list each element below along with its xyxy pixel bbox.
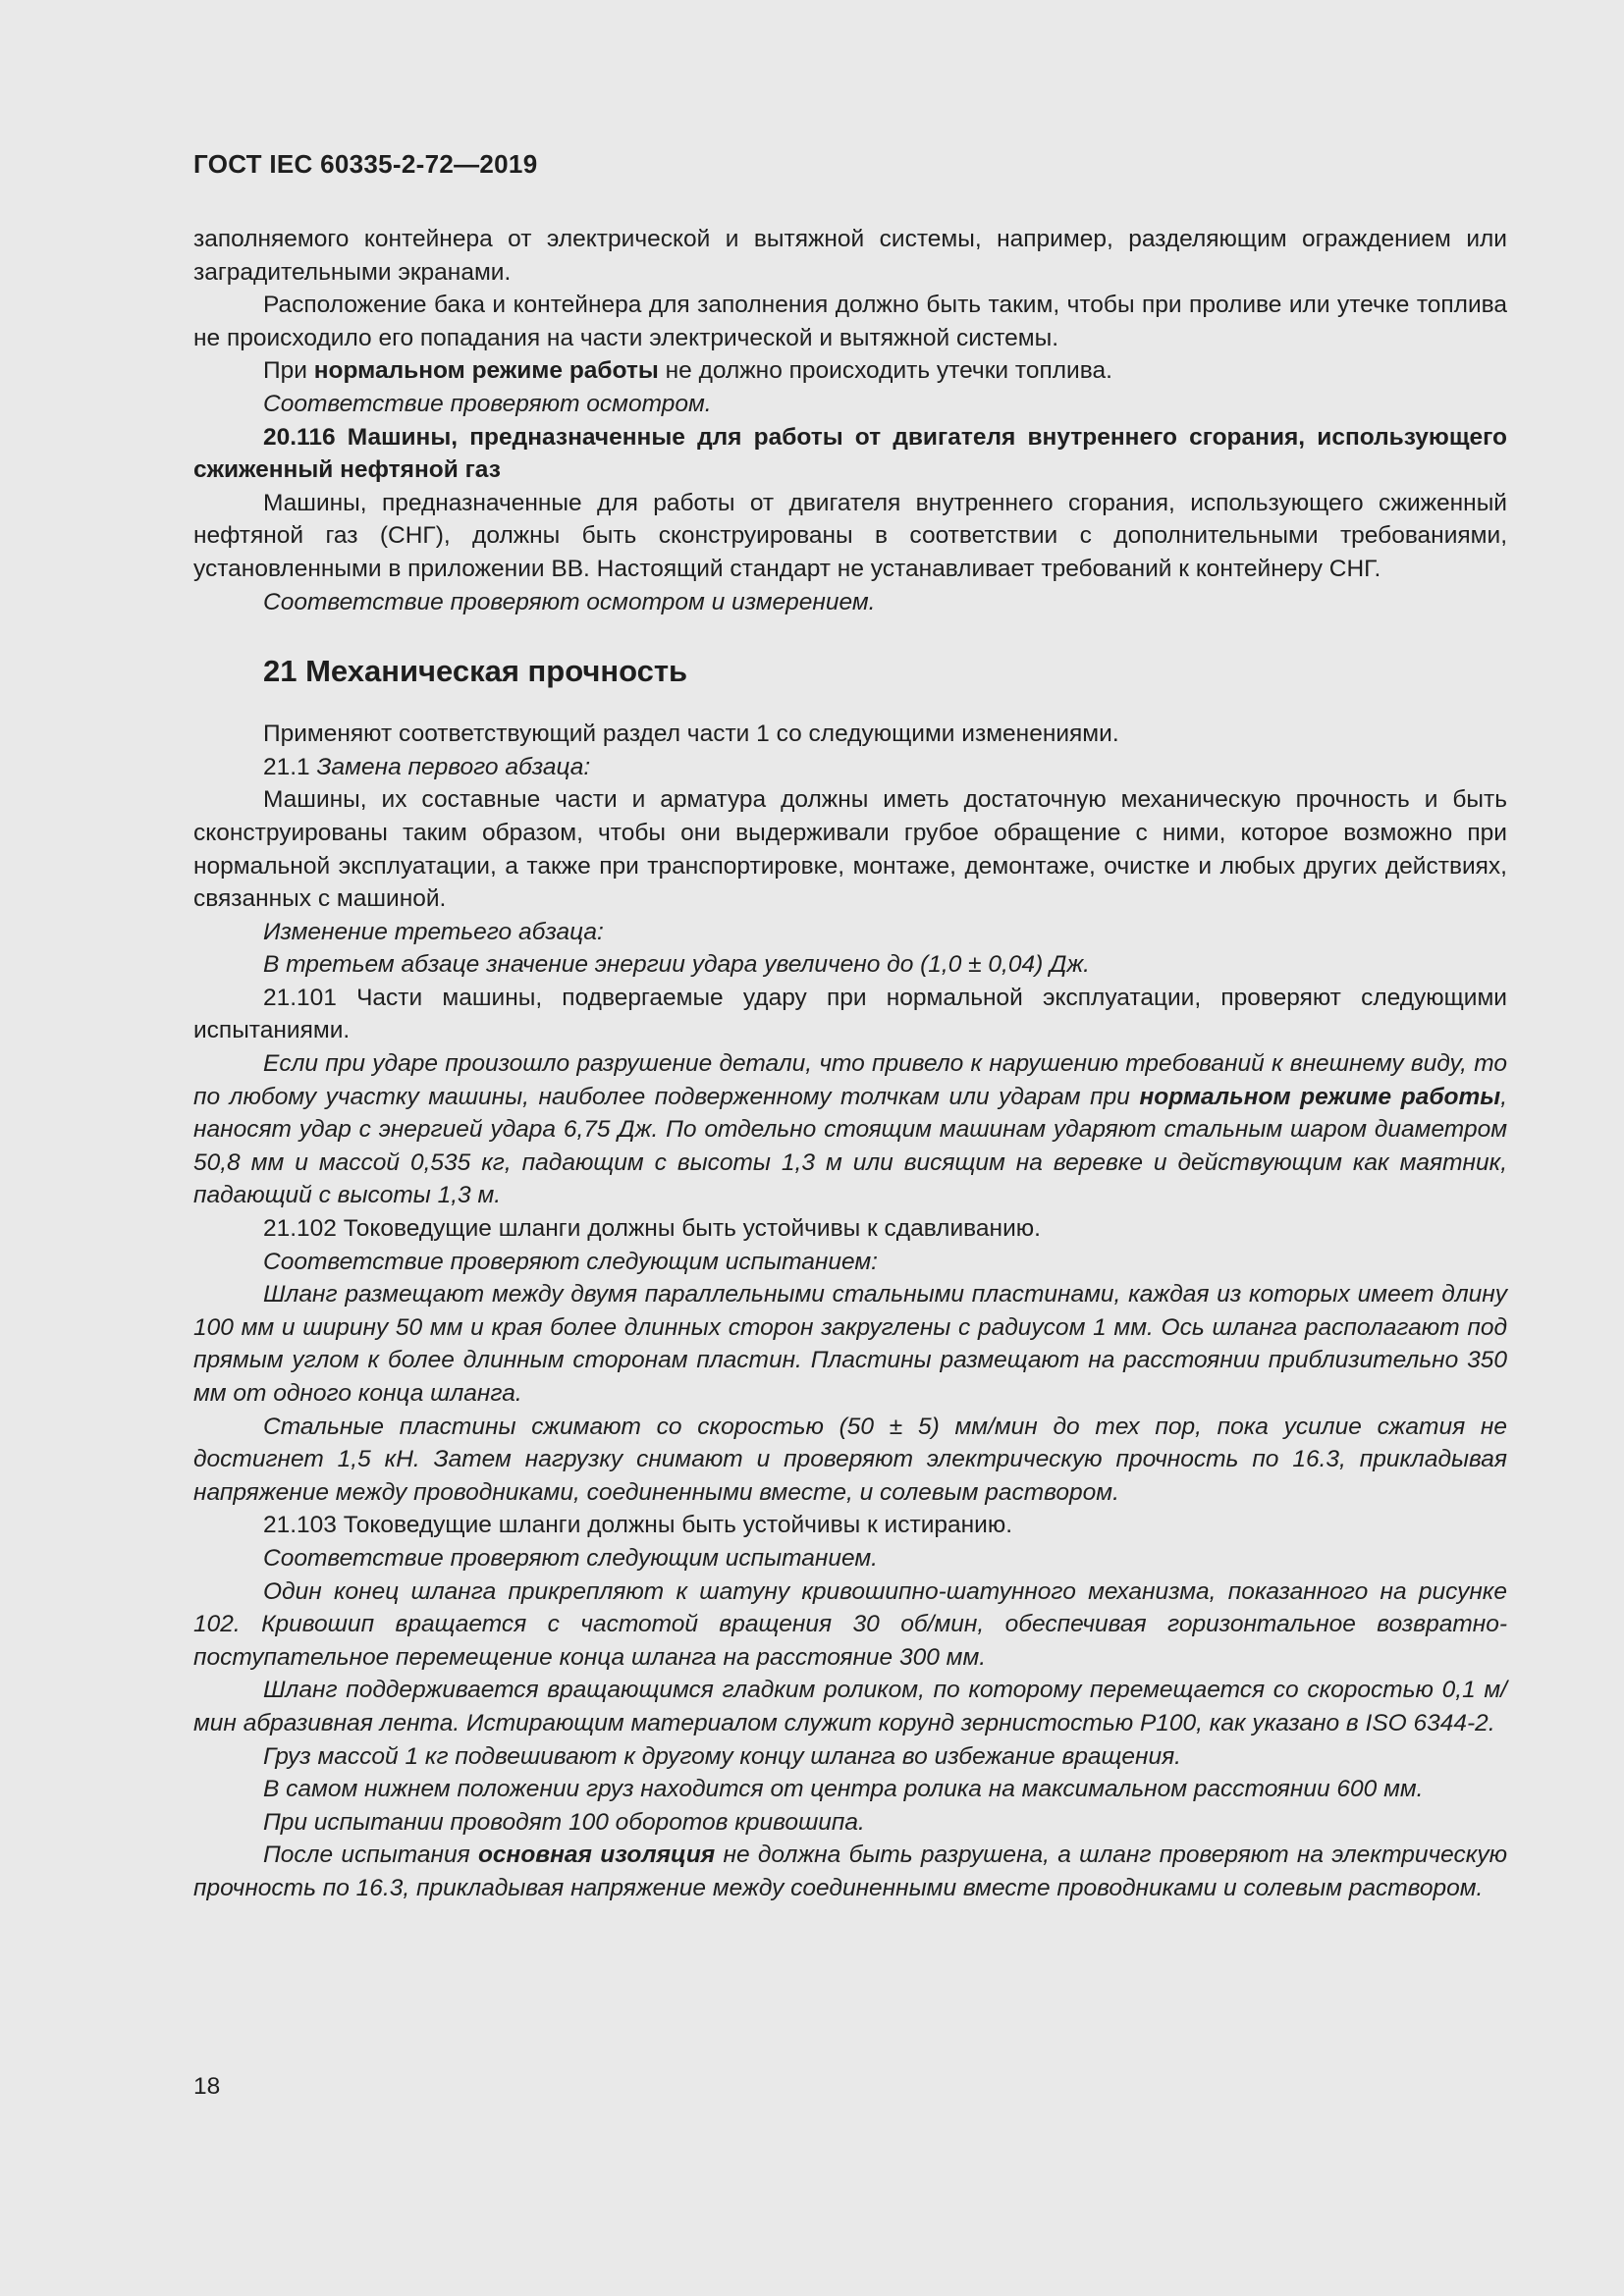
paragraph: Один конец шланга прикрепляют к шатуну кривошипно-шатунного механизма, показанного на рисунке 102. Кривошип вращается с частотой вращения 30 об/мин, обеспечивая горизонтальное возвратно-поступательное перемещение конца шланга на расстояние 300 мм.: [193, 1577, 1507, 1671]
clause-heading: [193, 421, 1507, 487]
paragraph: Шланг размещают между двумя параллельными стальными пластинами, каждая из которых имеет длину 100 мм и ширину 50 мм и края более длинных сторон закруглены с радиусом 1 мм. Ось шланга располагают под прямым углом к более длинным сторонам пластин. Пластины размещают на расстоянии приблизительно 350 мм от одного конца шланга.: [193, 1281, 1507, 1407]
paragraph: В третьем абзаце значение энергии удара увеличено до (1,0 ± 0,04) Дж.: [263, 951, 1090, 979]
paragraph: В самом нижнем положении груз находится от центра ролика на максимальном расстоянии 600 мм.: [263, 1776, 1424, 1803]
clause-heading-text: 20.116 Машины, предназначенные для работы от двигателя внутреннего сгорания, использующего сжиженный нефтяной газ: [193, 423, 1507, 484]
paragraph: 21.101 Части машины, подвергаемые удару при нормальной эксплуатации, проверяют следующими испытаниями.: [193, 984, 1507, 1044]
paragraph: 21.103 Токоведущие шланги должны быть устойчивы к истиранию.: [263, 1512, 1013, 1539]
document-header: ГОСТ IEC 60335-2-72—2019: [193, 149, 538, 179]
term-bold: нормальном режиме работы: [313, 357, 659, 385]
paragraph: Стальные пластины сжимают со скоростью (50 ± 5) мм/мин до тех пор, пока усилие сжатия не достигнет 1,5 кН. Затем нагрузку снимают и проверяют электрическую прочность по 16.3, прикладывая напряжение между проводниками, соединенными вместе, и солевым раствором.: [193, 1413, 1507, 1506]
paragraph-text: После испытания: [263, 1842, 478, 1869]
paragraph: Изменение третьего абзаца:: [263, 918, 604, 945]
clause-number: 21.1: [263, 753, 317, 780]
paragraph: Шланг поддерживается вращающимся гладким роликом, по которому перемещается со скоростью 0,1 м/мин абразивная лента. Истирающим материалом служит корунд зернистостью Р100, как указано в ISO 6344-2.: [193, 1677, 1507, 1736]
paragraph: [193, 751, 1507, 784]
compliance-note: Соответствие проверяют следующим испытанием:: [263, 1248, 878, 1275]
paragraph: заполняемого контейнера от электрической и вытяжной системы, например, разделяющим ограждением или заградительными экранами.: [193, 226, 1507, 286]
compliance-note: Соответствие проверяют осмотром.: [263, 390, 712, 417]
paragraph: При испытании проводят 100 оборотов кривошипа.: [263, 1808, 865, 1836]
term-bold: основная изоляция: [477, 1842, 716, 1869]
paragraph-text: Замена первого абзаца:: [316, 753, 591, 780]
document-body: [193, 223, 1507, 1905]
paragraph: [193, 1839, 1507, 1904]
paragraph-text: не должна быть разрушена, а шланг проверяют на электрическую прочность по 16.3, прикладывая напряжение между соединенными вместе проводниками и солевым раствором.: [193, 1842, 1507, 1901]
compliance-note: Соответствие проверяют следующим испытанием.: [263, 1544, 878, 1572]
paragraph-text: При: [263, 357, 314, 385]
paragraph-text: , наносят удар с энергией удара 6,75 Дж. По отдельно стоящим машинам ударяют стальным шаром диаметром 50,8 мм и массой 0,535 кг, падающим с высоты 1,3 м или висящим на веревке и действующим как маятник, падающий с высоты 1,3 м.: [193, 1083, 1507, 1209]
paragraph-text: не должно происходить утечки топлива.: [658, 357, 1112, 385]
term-bold: нормальном режиме работы: [1139, 1083, 1501, 1110]
page-number: 18: [193, 2073, 221, 2100]
paragraph: Применяют соответствующий раздел части 1 со следующими изменениями.: [263, 721, 1119, 748]
paragraph: Машины, их составные части и арматура должны иметь достаточную механическую прочность и быть сконструированы таким образом, чтобы они выдерживали грубое обращение с ними, которое возможно при нормальной эксплуатации, а также при транспортировке, монтаже, демонтаже, очистке и любых других действиях, связанных с машиной.: [193, 786, 1507, 913]
paragraph-text: Если при ударе произошло разрушение детали, что привело к нарушению требований к внешнему виду, то по любому участку машины, наиболее подверженному толчкам или ударам при: [193, 1050, 1507, 1110]
paragraph: [193, 354, 1507, 388]
paragraph: Расположение бака и контейнера для заполнения должно быть таким, чтобы при проливе или утечке топлива не происходило его попадания на части электрической и вытяжной системы.: [193, 292, 1507, 351]
paragraph: Машины, предназначенные для работы от двигателя внутреннего сгорания, использующего сжиженный нефтяной газ (СНГ), должны быть сконструированы в соответствии с дополнительными требованиями, установленными в приложении ВВ. Настоящий стандарт не устанавливает требований к контейнеру СНГ.: [193, 489, 1507, 582]
compliance-note: Соответствие проверяют осмотром и измерением.: [263, 588, 876, 615]
section-heading: 21 Механическая прочность: [263, 654, 688, 689]
paragraph: Груз массой 1 кг подвешивают к другому концу шланга во избежание вращения.: [263, 1742, 1181, 1770]
paragraph: 21.102 Токоведущие шланги должны быть устойчивы к сдавливанию.: [263, 1215, 1041, 1243]
paragraph: [193, 1047, 1507, 1212]
